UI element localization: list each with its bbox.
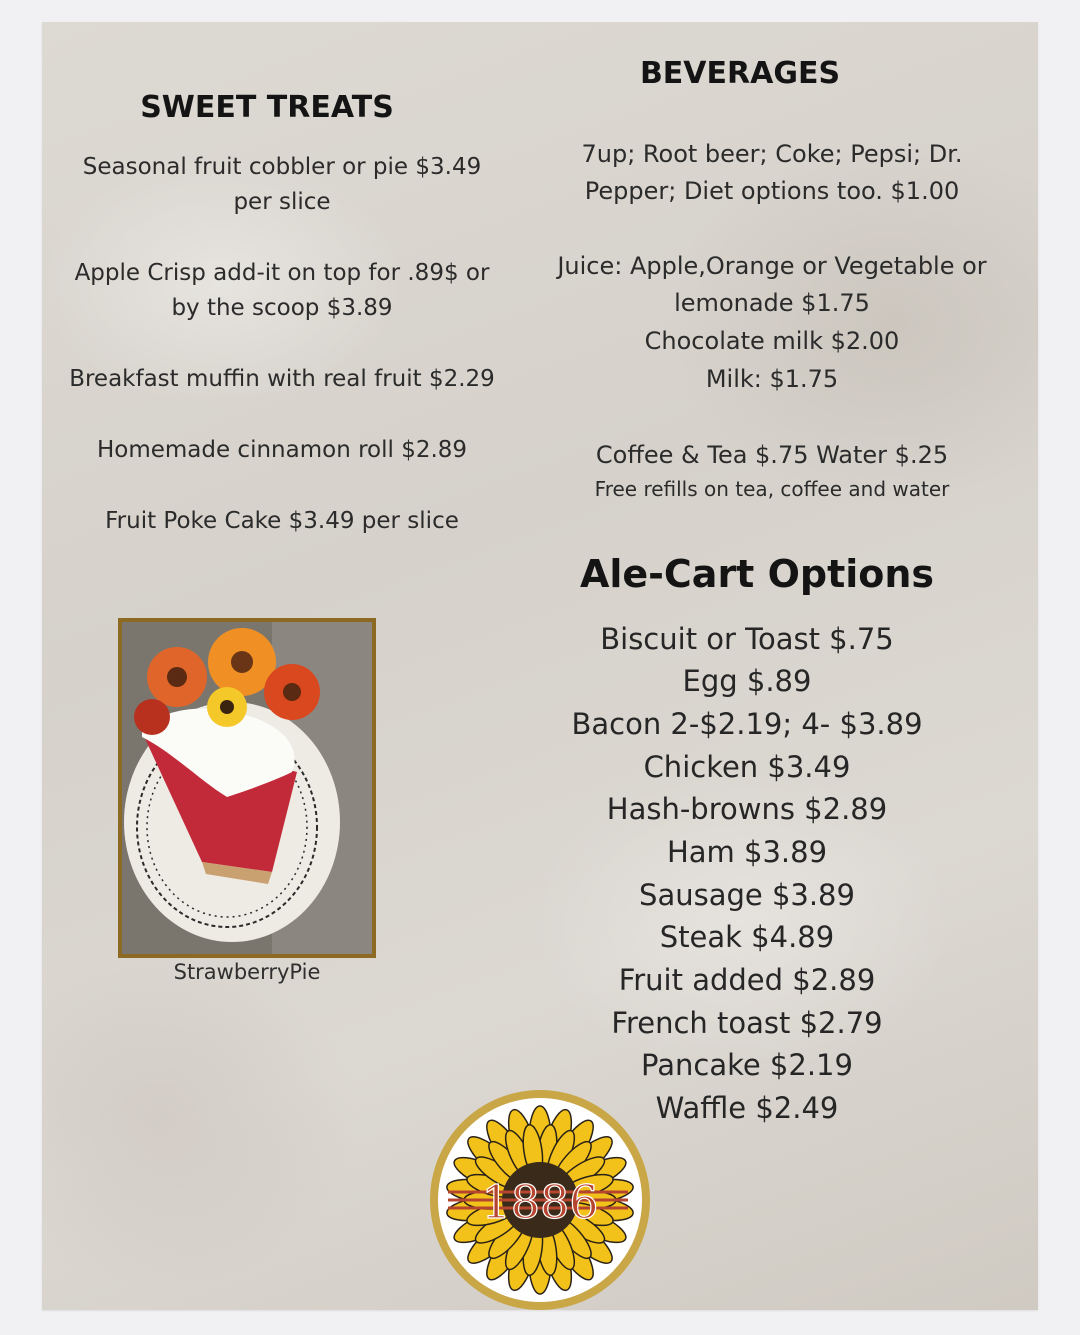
sweet-treat-item: Seasonal fruit cobbler or pie $3.49 per slice — [82, 154, 482, 215]
beverage-refills: Free refills on tea, coffee and water — [594, 477, 950, 501]
ale-cart-item: Pancake $2.19 — [641, 1048, 853, 1082]
photo-caption: StrawberryPie — [173, 960, 321, 984]
menu-page — [42, 22, 1038, 1310]
beverage-milk: Milk: $1.75 — [705, 365, 839, 393]
sunflower-logo — [428, 1088, 652, 1312]
ale-cart-item: Hash-browns $2.89 — [606, 792, 888, 826]
sweet-treats-list — [62, 22, 502, 582]
ale-cart-item: Fruit added $2.89 — [618, 963, 876, 997]
ale-cart-item: Chicken $3.49 — [643, 750, 851, 784]
ale-cart-item: Ham $3.89 — [666, 835, 828, 869]
ale-cart-item: Sausage $3.89 — [639, 878, 855, 912]
sweet-treat-item: Breakfast muffin with real fruit $2.29 — [69, 366, 495, 392]
strawberry-pie-photo — [118, 618, 376, 958]
ale-cart-heading: Ale-Cart Options — [579, 552, 935, 596]
sweet-treat-item: Homemade cinnamon roll $2.89 — [96, 437, 468, 463]
ale-cart-item: Bacon 2-$2.19; 4- $3.89 — [571, 707, 923, 741]
logo-text: 1886 — [481, 1175, 599, 1229]
sunflower-icon — [428, 1088, 652, 1312]
ale-cart-list — [542, 22, 952, 1125]
sweet-treat-item: Fruit Poke Cake $3.49 per slice — [105, 508, 459, 534]
beverages-heading: BEVERAGES — [639, 56, 841, 91]
ale-cart-item: Egg $.89 — [682, 664, 812, 698]
ale-cart-item: Steak $4.89 — [659, 920, 835, 954]
ale-cart-item: Biscuit or Toast $.75 — [600, 622, 894, 656]
pie-photo-illustration — [122, 622, 372, 954]
sweet-treats-heading: SWEET TREATS — [140, 90, 394, 125]
beverage-juice: Juice: Apple,Orange or Vegetable or lemonade $1.75 — [557, 252, 987, 317]
beverage-coffee-tea: Coffee & Tea $.75 Water $.25 — [595, 441, 949, 469]
beverage-soda: 7up; Root beer; Coke; Pepsi; Dr. Pepper; Diet options too. $1.00 — [581, 140, 963, 205]
ale-cart-item: Waffle $2.49 — [655, 1091, 839, 1125]
beverage-chocolate-milk: Chocolate milk $2.00 — [644, 327, 900, 355]
ale-cart-item: French toast $2.79 — [611, 1006, 883, 1040]
sweet-treat-item: Apple Crisp add-it on top for .89$ or by the scoop $3.89 — [74, 260, 490, 321]
